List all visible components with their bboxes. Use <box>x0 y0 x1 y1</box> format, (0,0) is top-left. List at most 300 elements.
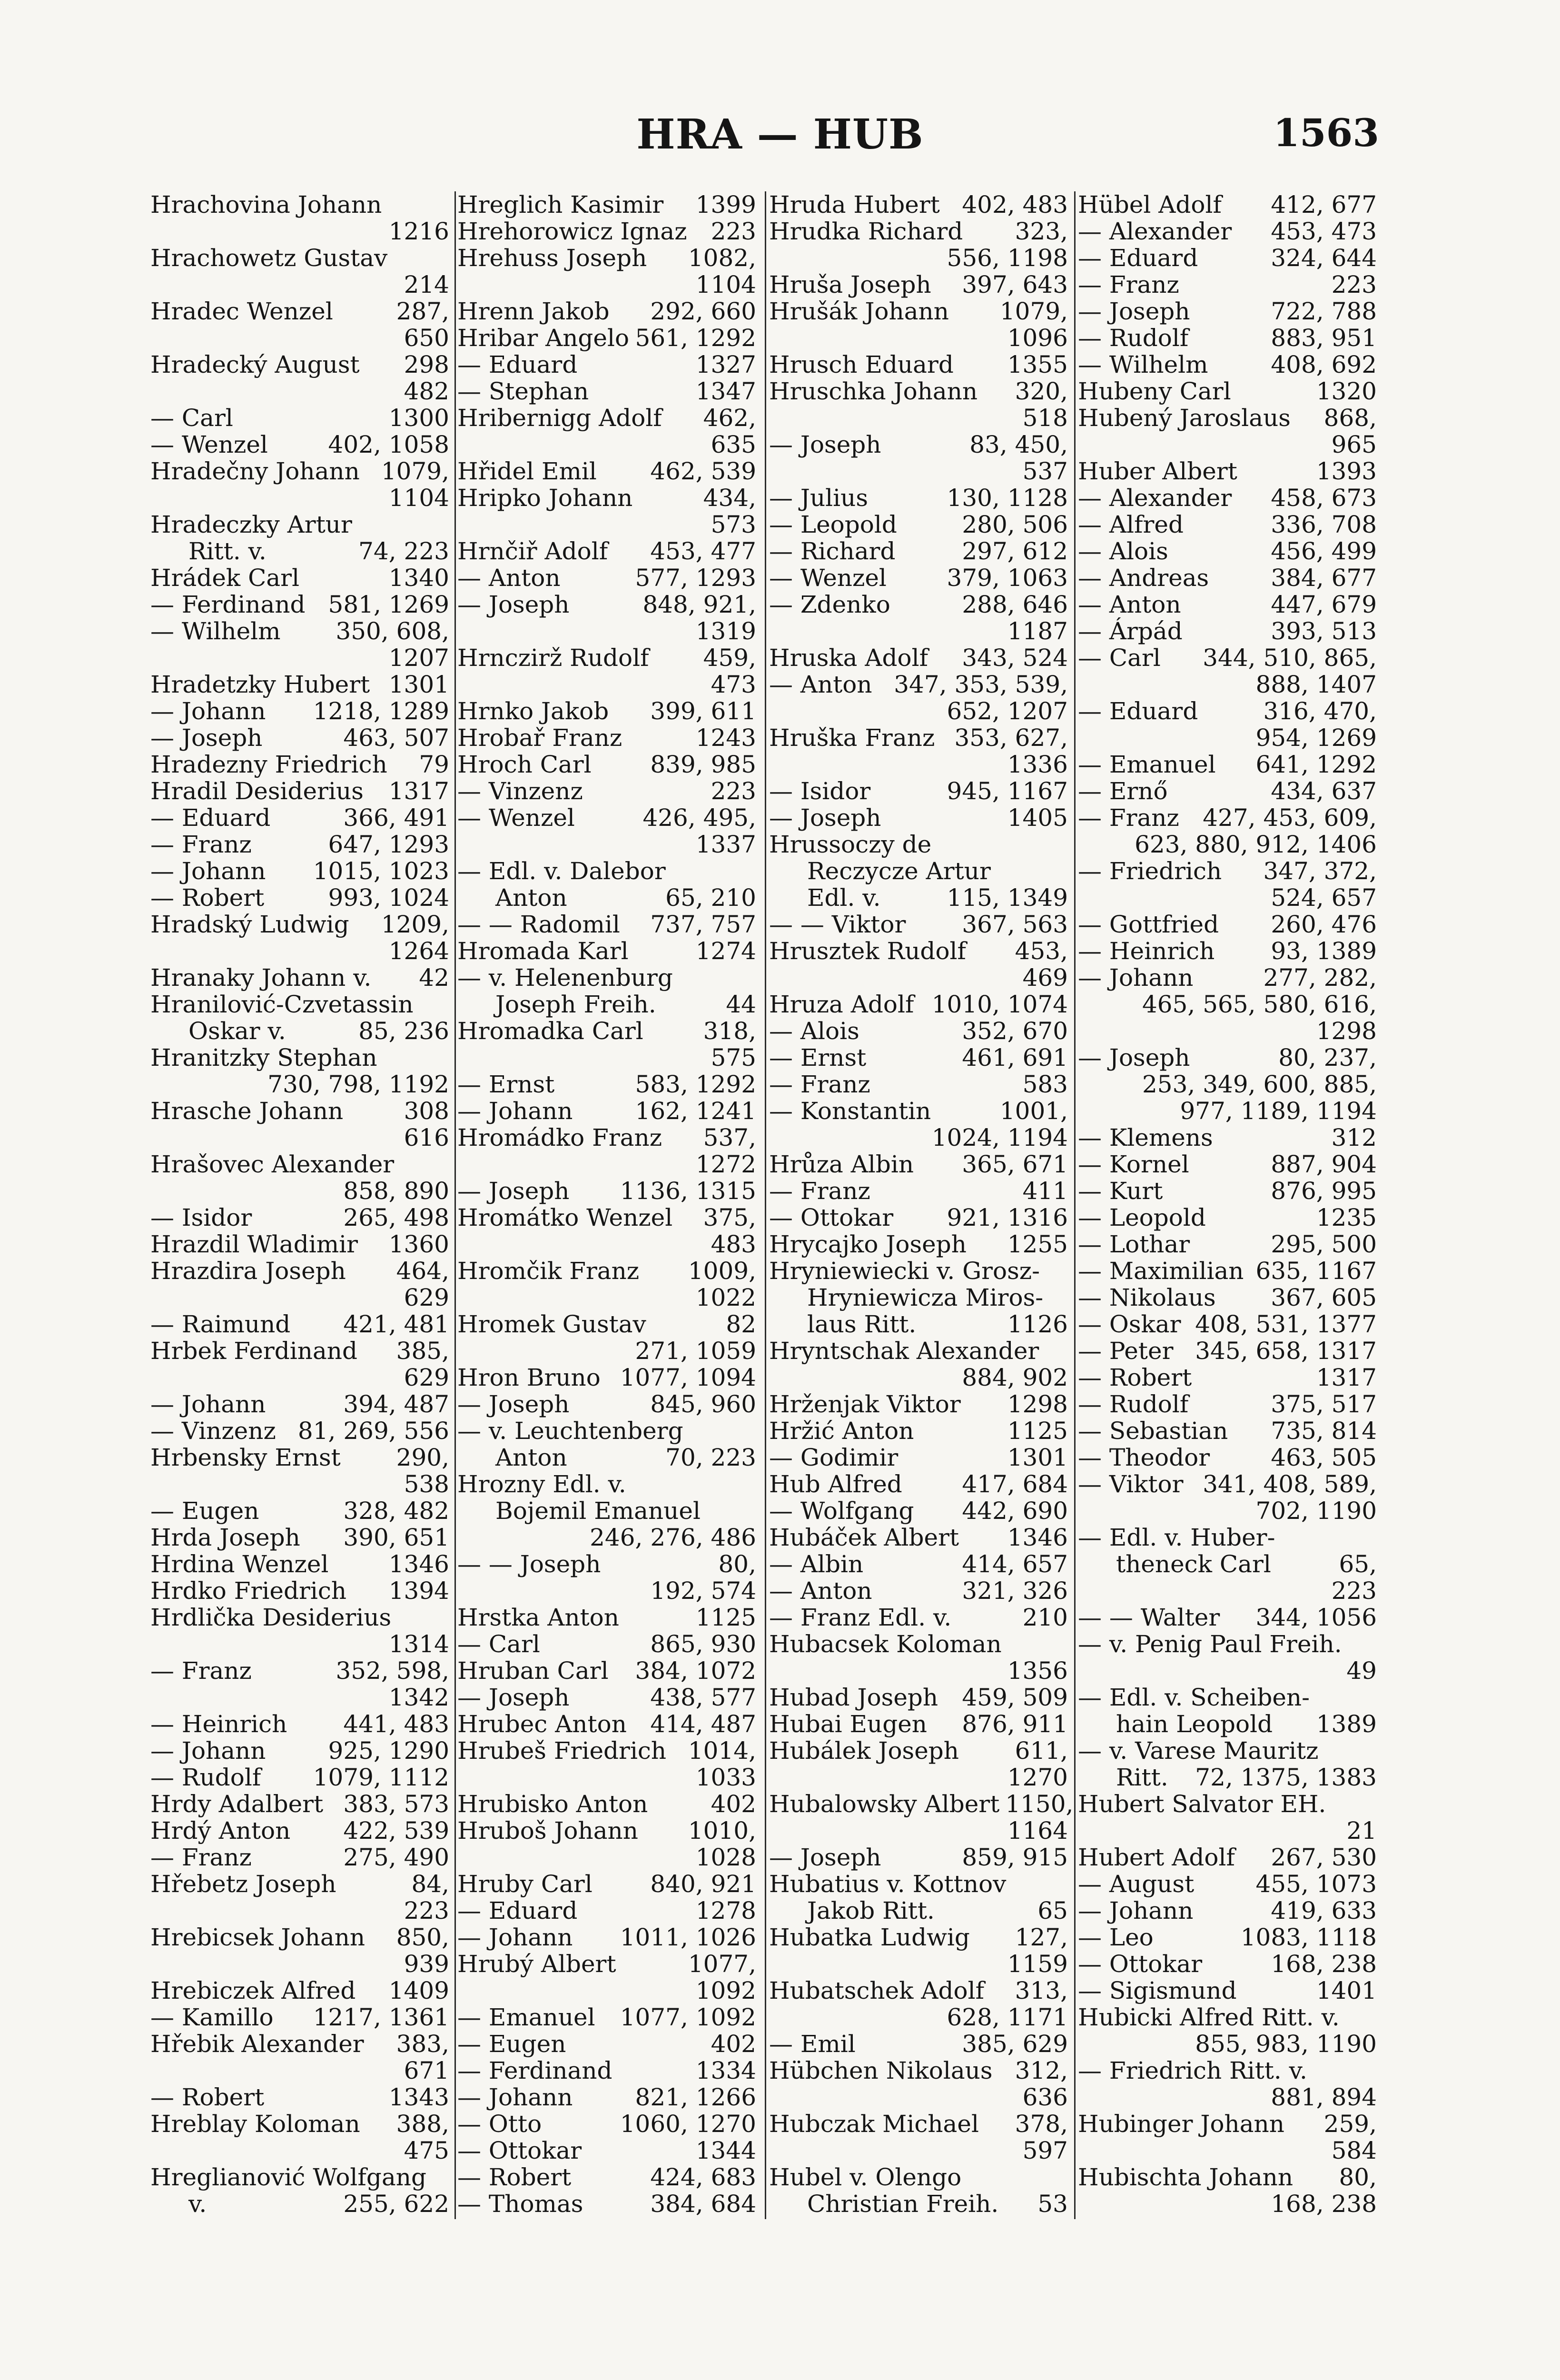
index-entry-line <box>1078 858 1377 884</box>
entry-name: — Alois <box>769 1017 859 1045</box>
entry-name: Hripko Johann <box>457 484 633 512</box>
index-entry <box>457 1258 756 1311</box>
entry-name: — Julius <box>769 484 868 512</box>
entry-page-refs: 1079, <box>381 457 449 485</box>
entry-page-refs: 628, 1171 <box>947 2003 1068 2031</box>
index-entry <box>150 1977 449 2004</box>
entry-page-refs: 977, 1189, 1194 <box>1180 1097 1377 1125</box>
index-entry <box>457 1418 756 1471</box>
index-entry-line <box>1078 1737 1377 1764</box>
index-entry <box>769 1551 1068 1577</box>
entry-name: — Wilhelm <box>150 617 281 645</box>
entry-name: — Oskar <box>1078 1310 1181 1338</box>
index-entry-line <box>769 2111 1068 2137</box>
index-entry-line <box>457 511 756 538</box>
index-entry-line <box>769 1524 1068 1551</box>
index-entry-line <box>150 1577 449 1604</box>
entry-page-refs: 537, <box>703 1124 756 1151</box>
entry-name: — Emanuel <box>457 2003 595 2031</box>
entry-name: Hubatka Ludwig <box>769 1924 970 1951</box>
index-entry-line <box>457 858 756 884</box>
index-entry <box>769 1231 1068 1258</box>
index-entry-line <box>769 1044 1068 1071</box>
entry-name: Hubicki Alfred Ritt. v. <box>1078 2003 1340 2031</box>
index-entry <box>150 1444 449 1497</box>
entry-name: — Leopold <box>1078 1204 1206 1231</box>
entry-name: Hubatschek Adolf <box>769 1977 985 2004</box>
entry-name: Hrušák Johann <box>769 298 949 325</box>
index-entry <box>769 2111 1068 2164</box>
entry-page-refs: 297, 612 <box>962 537 1068 565</box>
entry-name: Hryniewicza Miros- <box>807 1284 1044 1311</box>
entry-page-refs: 414, 487 <box>650 1710 756 1738</box>
entry-page-refs: 168, 238 <box>1271 2190 1377 2218</box>
entry-page-refs: 253, 349, 600, 885, <box>1142 1071 1377 1098</box>
index-entry <box>457 538 756 565</box>
index-entry-line <box>769 751 1068 778</box>
entry-page-refs: 1389 <box>1316 1710 1377 1738</box>
index-entry-line <box>457 1951 756 1977</box>
index-entry-line <box>457 1631 756 1657</box>
index-entry <box>150 2004 449 2031</box>
index-entry <box>1078 1364 1377 1391</box>
entry-name: Ritt. v. <box>188 537 267 565</box>
entry-page-refs: 344, 1056 <box>1255 1604 1377 1631</box>
entry-page-refs: 79 <box>419 751 449 778</box>
index-entry <box>1078 1311 1377 1338</box>
entry-name: Hrašovec Alexander <box>150 1150 395 1178</box>
index-entry <box>457 1098 756 1124</box>
entry-page-refs: 1317 <box>388 777 449 805</box>
entry-name: — v. Penig Paul Freih. <box>1078 1630 1342 1658</box>
entry-page-refs: 1343 <box>388 2083 449 2111</box>
index-entry <box>769 1604 1068 1631</box>
index-entry <box>1078 485 1377 511</box>
entry-name: — — Radomil <box>457 911 620 938</box>
index-entry-line <box>1078 1871 1377 1897</box>
entry-page-refs: 383, <box>396 2030 449 2058</box>
index-entry <box>1078 565 1377 591</box>
index-entry-line <box>457 1604 756 1631</box>
index-entry-line <box>1078 1471 1377 1497</box>
index-entry-line <box>1078 2084 1377 2111</box>
entry-page-refs: 421, 481 <box>343 1310 449 1338</box>
index-entry-line <box>150 858 449 884</box>
index-entry <box>769 1151 1068 1178</box>
index-entry <box>457 2191 756 2217</box>
entry-page-refs: 438, 577 <box>650 1684 756 1711</box>
entry-page-refs: 1001, <box>999 1097 1068 1125</box>
index-entry <box>150 1258 449 1311</box>
index-entry-line <box>769 1258 1068 1284</box>
entry-page-refs: 408, 531, 1377 <box>1195 1310 1377 1338</box>
entry-page-refs: 1217, 1361 <box>313 2003 449 2031</box>
entry-name: Hradezny Friedrich <box>150 751 387 778</box>
index-entry <box>1078 191 1377 218</box>
entry-name: Hromadka Carl <box>457 1017 643 1045</box>
index-entry-line <box>769 1338 1068 1364</box>
entry-page-refs: 214 <box>404 271 449 298</box>
index-entry-line <box>1078 1631 1377 1657</box>
entry-page-refs: 1278 <box>695 1897 756 1924</box>
index-entry-line <box>769 405 1068 431</box>
entry-page-refs: 399, 611 <box>650 697 756 725</box>
entry-page-refs: 1022 <box>695 1284 756 1311</box>
index-entry <box>150 804 449 831</box>
entry-page-refs: 1270 <box>1007 1764 1068 1791</box>
entry-name: — Gottfried <box>1078 911 1219 938</box>
index-entry <box>457 778 756 804</box>
index-entry <box>150 911 449 964</box>
index-entry <box>457 1897 756 1924</box>
entry-page-refs: 1300 <box>388 404 449 432</box>
entry-page-refs: 313, <box>1015 1977 1068 2004</box>
entry-page-refs: 1301 <box>1007 1444 1068 1471</box>
entry-page-refs: 223 <box>1331 271 1377 298</box>
entry-page-refs: 352, 598, <box>336 1657 449 1685</box>
entry-page-refs: 465, 565, 580, 616, <box>1142 991 1377 1018</box>
entry-name: Hrdina Wenzel <box>150 1550 329 1578</box>
entry-page-refs: 388, <box>396 2110 449 2138</box>
index-entry-line <box>457 1311 756 1338</box>
entry-name: Hruza Adolf <box>769 991 914 1018</box>
column-divider <box>454 191 456 2219</box>
entry-page-refs: 459, 509 <box>962 1684 1068 1711</box>
entry-page-refs: 427, 453, 609, <box>1203 804 1377 832</box>
entry-page-refs: 1125 <box>1007 1417 1068 1445</box>
index-entry-line <box>1078 1311 1377 1338</box>
entry-page-refs: 939 <box>404 1950 449 1978</box>
index-entry-line <box>457 1471 756 1497</box>
entry-page-refs: 255, 622 <box>343 2190 449 2218</box>
entry-name: Hubacsek Koloman <box>769 1630 1002 1658</box>
entry-page-refs: 537 <box>1022 457 1068 485</box>
entry-name: — Anton <box>769 671 872 698</box>
index-entry <box>150 671 449 698</box>
entry-page-refs: 482 <box>404 377 449 405</box>
index-entry-line <box>150 351 449 378</box>
entry-page-refs: 82 <box>726 1310 756 1338</box>
entry-page-refs: 402 <box>711 1790 756 1818</box>
entry-name: Hrazdira Joseph <box>150 1257 346 1285</box>
index-entry-line <box>769 1391 1068 1418</box>
entry-page-refs: 652, 1207 <box>947 697 1068 725</box>
entry-page-refs: 422, 539 <box>343 1817 449 1844</box>
index-entry-line <box>457 1391 756 1418</box>
entry-page-refs: 298 <box>404 351 449 378</box>
entry-name: — Nikolaus <box>1078 1284 1216 1311</box>
index-entry-line <box>769 1418 1068 1444</box>
entry-page-refs: 850, <box>396 1924 449 1951</box>
index-entry-line <box>457 2164 756 2191</box>
entry-page-refs: 883, 951 <box>1271 324 1377 352</box>
index-entry <box>457 1178 756 1204</box>
entry-page-refs: 290, <box>396 1444 449 1471</box>
entry-name: Hrebiczek Alfred <box>150 1977 356 2004</box>
entry-name: theneck Carl <box>1116 1550 1271 1578</box>
index-entry-line <box>457 1284 756 1311</box>
entry-name: Hubinger Johann <box>1078 2110 1284 2138</box>
index-entry <box>457 804 756 858</box>
index-entry-line <box>457 1844 756 1871</box>
index-entry-line <box>769 698 1068 724</box>
entry-name: — Johann <box>1078 1897 1194 1924</box>
index-entry-line <box>769 1098 1068 1124</box>
index-entry <box>457 2004 756 2031</box>
entry-name: Hribernigg Adolf <box>457 404 662 432</box>
entry-page-refs: 246, 276, 486 <box>590 1524 756 1551</box>
index-entry-line <box>769 191 1068 218</box>
index-entry-line <box>150 964 449 991</box>
entry-page-refs: 308 <box>404 1097 449 1125</box>
index-entry-line <box>457 1924 756 1951</box>
entry-page-refs: 722, 788 <box>1271 298 1377 325</box>
index-entry <box>769 724 1068 778</box>
index-entry-line <box>1078 191 1377 218</box>
entry-name: — Carl <box>457 1630 540 1658</box>
entry-page-refs: 455, 1073 <box>1255 1870 1377 1898</box>
entry-name: Hřebik Alexander <box>150 2030 364 2058</box>
index-entry-line <box>769 1497 1068 1524</box>
index-entry-line <box>1078 1604 1377 1631</box>
index-entry-line <box>457 991 756 1018</box>
entry-page-refs: 192, 574 <box>650 1577 756 1605</box>
index-entry-line <box>769 1951 1068 1977</box>
entry-name: — Franz <box>150 1844 252 1871</box>
entry-name: — Eduard <box>1078 244 1198 272</box>
entry-page-refs: 1028 <box>695 1844 756 1871</box>
entry-name: Hradil Desiderius <box>150 777 364 805</box>
index-entry-line <box>150 325 449 351</box>
entry-name: Hradský Ludwig <box>150 911 349 938</box>
entry-page-refs: 868, <box>1323 404 1377 432</box>
index-entry-line <box>769 2084 1068 2111</box>
index-entry-line <box>769 1444 1068 1471</box>
entry-name: — — Walter <box>1078 1604 1220 1631</box>
entry-page-refs: 328, 482 <box>343 1497 449 1525</box>
entry-name: — Johann <box>150 1390 266 1418</box>
index-entry-line <box>1078 511 1377 538</box>
entry-page-refs: 1136, 1315 <box>620 1177 756 1205</box>
index-entry-line <box>150 511 449 538</box>
entry-name: — Kurt <box>1078 1177 1163 1205</box>
index-entry-line <box>769 1204 1068 1231</box>
index-entry <box>1078 858 1377 911</box>
index-entry-line <box>150 1471 449 1497</box>
index-entry-line <box>769 911 1068 938</box>
entry-name: Hron Bruno <box>457 1364 601 1391</box>
index-entry <box>150 2111 449 2164</box>
entry-name: — Alexander <box>1078 484 1232 512</box>
entry-name: — Leo <box>1078 1924 1154 1951</box>
entry-name: Hrusch Eduard <box>769 351 954 378</box>
entry-page-refs: 462, 539 <box>650 457 756 485</box>
entry-page-refs: 365, 671 <box>962 1150 1068 1178</box>
index-entry-line <box>457 1497 756 1524</box>
index-entry <box>1078 1151 1377 1178</box>
index-entry-line <box>1078 1204 1377 1231</box>
entry-name: — Theodor <box>1078 1444 1210 1471</box>
entry-name: laus Ritt. <box>807 1310 917 1338</box>
index-entry <box>150 565 449 591</box>
index-entry-line <box>769 938 1068 964</box>
entry-name: hain Leopold <box>1116 1710 1273 1738</box>
index-entry-line <box>457 1418 756 1444</box>
index-entry-line <box>769 378 1068 405</box>
index-entry-line <box>150 485 449 511</box>
entry-page-refs: 223 <box>711 218 756 245</box>
entry-page-refs: 1298 <box>1007 1390 1068 1418</box>
index-entry-line <box>769 1684 1068 1711</box>
index-entry-line <box>769 991 1068 1018</box>
page-number: 1563 <box>1273 110 1379 155</box>
entry-name: — Edl. v. Scheiben- <box>1078 1684 1310 1711</box>
index-entry-line <box>457 1364 756 1391</box>
entry-page-refs: 463, 507 <box>343 724 449 752</box>
entry-name: Hruboš Johann <box>457 1817 638 1844</box>
entry-name: — Viktor <box>1078 1470 1184 1498</box>
index-entry <box>769 2057 1068 2111</box>
index-entry-line <box>1078 1791 1377 1817</box>
index-entry-line <box>769 645 1068 671</box>
entry-name: — Klemens <box>1078 1124 1213 1151</box>
index-entry <box>1078 351 1377 378</box>
index-entry-line <box>769 1071 1068 1098</box>
entry-name: — Heinrich <box>150 1710 287 1738</box>
entry-page-refs: 312 <box>1331 1124 1377 1151</box>
index-entry <box>457 1871 756 1897</box>
index-entry-line <box>457 1044 756 1071</box>
entry-page-refs: 855, 983, 1190 <box>1195 2030 1377 2058</box>
index-entry-line <box>1078 1711 1377 1737</box>
entry-name: — Johann <box>1078 964 1194 992</box>
index-entry-line <box>769 1577 1068 1604</box>
entry-name: Hrdý Anton <box>150 1817 291 1844</box>
index-entry <box>150 1418 449 1444</box>
entry-name: Hřebetz Joseph <box>150 1870 336 1898</box>
index-entry <box>457 1631 756 1657</box>
index-column-2 <box>457 191 756 2217</box>
entry-page-refs: 858, 890 <box>343 1177 449 1205</box>
entry-name: — Robert <box>1078 1364 1192 1391</box>
index-entry-line <box>150 378 449 405</box>
entry-name: — Johann <box>457 1097 573 1125</box>
entry-page-refs: 383, 573 <box>343 1790 449 1818</box>
index-entry <box>1078 1471 1377 1524</box>
index-entry-line <box>150 1711 449 1737</box>
index-entry <box>457 218 756 245</box>
index-entry-line <box>1078 2191 1377 2217</box>
index-entry <box>457 245 756 298</box>
entry-page-refs: 702, 1190 <box>1255 1497 1377 1525</box>
index-entry-line <box>1078 2164 1377 2191</box>
entry-name: Hreglianović Wolfgang <box>150 2163 426 2191</box>
entry-page-refs: 1010, <box>688 1817 756 1844</box>
index-entry-line <box>457 1871 756 1897</box>
entry-page-refs: 367, 605 <box>1271 1284 1377 1311</box>
entry-page-refs: 647, 1293 <box>328 831 449 858</box>
index-entry-line <box>1078 1924 1377 1951</box>
index-entry-line <box>457 2057 756 2084</box>
index-entry <box>769 671 1068 724</box>
index-entry-line <box>150 1791 449 1817</box>
index-entry <box>769 991 1068 1018</box>
index-entry-line <box>150 1897 449 1924</box>
index-entry <box>1078 2004 1377 2057</box>
index-entry-line <box>457 938 756 964</box>
index-entry <box>150 1524 449 1551</box>
index-entry-line <box>1078 1178 1377 1204</box>
index-column-4 <box>1078 191 1377 2217</box>
entry-page-refs: 1216 <box>388 218 449 245</box>
index-entry-line <box>769 2004 1068 2031</box>
index-entry <box>150 1204 449 1231</box>
entry-page-refs: 464, <box>396 1257 449 1285</box>
entry-name: — Andreas <box>1078 564 1209 592</box>
entry-name: Hruska Adolf <box>769 644 928 672</box>
index-entry-line <box>457 2084 756 2111</box>
entry-name: — v. Helenenburg <box>457 964 673 992</box>
index-entry-line <box>457 191 756 218</box>
entry-name: Hruban Carl <box>457 1657 609 1685</box>
index-entry <box>150 1604 449 1657</box>
entry-name: — Ernst <box>457 1071 555 1098</box>
index-entry <box>769 565 1068 591</box>
entry-page-refs: 1274 <box>695 937 756 965</box>
entry-page-refs: 641, 1292 <box>1255 751 1377 778</box>
entry-name: Hrubeš Friedrich <box>457 1737 667 1765</box>
index-entry <box>457 1471 756 1551</box>
index-entry-line <box>457 804 756 831</box>
index-entry-line <box>769 1790 1074 1818</box>
index-entry-line <box>150 1178 449 1204</box>
entry-page-refs: 367, 563 <box>962 911 1068 938</box>
index-entry-line <box>1078 378 1377 405</box>
entry-name: Hübchen Nikolaus <box>769 2057 993 2084</box>
index-entry <box>457 2031 756 2057</box>
index-entry-line <box>150 698 449 724</box>
index-entry-line <box>769 1711 1068 1737</box>
index-entry <box>769 2031 1068 2057</box>
entry-name: — Kornel <box>1078 1150 1189 1178</box>
index-entry-line <box>1078 884 1377 911</box>
index-entry-line <box>457 1684 756 1711</box>
index-entry-line <box>769 511 1068 538</box>
entry-name: — Ottokar <box>457 2137 582 2164</box>
entry-page-refs: 1409 <box>388 1977 449 2004</box>
index-entry <box>769 298 1068 351</box>
entry-name: Hrnčiř Adolf <box>457 537 608 565</box>
entry-name: — Franz Edl. v. <box>769 1604 952 1631</box>
index-entry-line <box>1078 1391 1377 1418</box>
index-entry <box>457 458 756 485</box>
entry-name: — Carl <box>1078 644 1161 672</box>
entry-name: Hubáček Albert <box>769 1524 959 1551</box>
index-entry <box>1078 325 1377 351</box>
index-entry-line <box>457 645 756 671</box>
entry-name: Reczycze Artur <box>807 857 991 885</box>
entry-page-refs: 1010, 1074 <box>931 991 1068 1018</box>
entry-name: Hradetzky Hubert <box>150 671 370 698</box>
index-entry-line <box>1078 1258 1377 1284</box>
entry-page-refs: 1393 <box>1316 457 1377 485</box>
index-entry <box>457 1364 756 1391</box>
entry-name: Hub Alfred <box>769 1470 902 1498</box>
index-entry-line <box>457 2111 756 2137</box>
index-entry-line <box>457 565 756 591</box>
entry-name: Hubczak Michael <box>769 2110 979 2138</box>
index-entry-line <box>150 645 449 671</box>
